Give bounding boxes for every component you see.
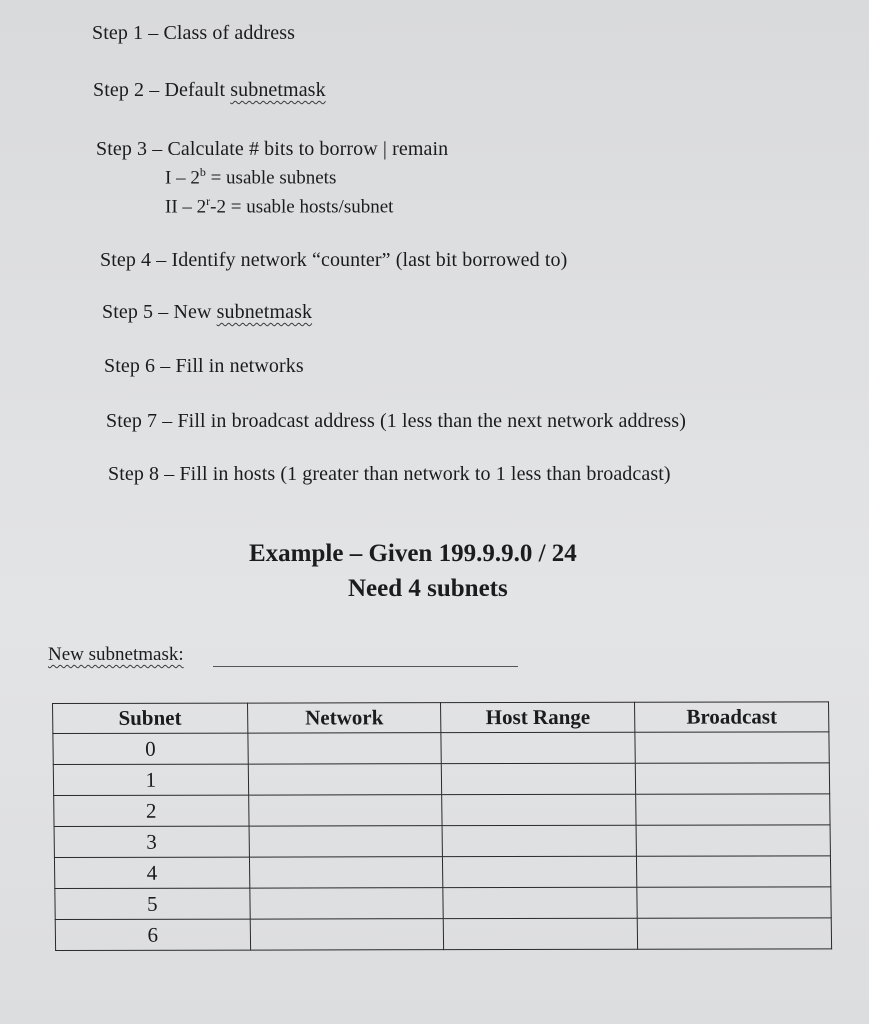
step-7-text: Step 7 – Fill in broadcast address (1 less than the next network address)	[106, 410, 686, 432]
step-3	[96, 138, 448, 161]
step-3-formula-hosts: II – $2^r-2$ = usable hosts/subnet	[165, 194, 394, 218]
step-3-text: Step 3 – Calculate # bits to borrow | remain	[96, 138, 449, 160]
broadcast-cell[interactable]	[636, 794, 830, 825]
network-cell[interactable]	[248, 795, 442, 826]
table-row	[53, 763, 829, 796]
new-subnetmask-blank[interactable]	[213, 666, 518, 667]
network-cell[interactable]	[250, 919, 444, 950]
step-6-text: Step 6 – Fill in networks	[104, 355, 304, 377]
step-4	[100, 249, 567, 272]
table-header-row	[53, 702, 829, 734]
host-range-cell[interactable]	[443, 825, 637, 856]
table-row	[53, 732, 829, 765]
new-subnetmask-label: New subnetmask:	[48, 644, 184, 665]
subnet-number: 1	[53, 764, 248, 795]
table-row	[55, 887, 831, 920]
subnet-number: 5	[55, 888, 250, 919]
step-5	[102, 301, 312, 324]
broadcast-cell[interactable]	[637, 918, 831, 949]
step-1	[92, 22, 295, 45]
subnet-number: 3	[54, 826, 249, 857]
table-row	[54, 825, 830, 858]
step-8	[108, 463, 671, 486]
step-2	[93, 79, 326, 102]
broadcast-cell[interactable]	[637, 887, 831, 918]
subnet-table	[52, 701, 832, 951]
header-network: Network	[247, 703, 441, 733]
host-range-cell[interactable]	[442, 794, 636, 825]
network-cell[interactable]	[249, 857, 443, 888]
step-3-formula-subnets: I – $2^b$ = usable subnets	[165, 165, 337, 189]
host-range-cell[interactable]	[441, 732, 635, 763]
host-range-cell[interactable]	[444, 918, 638, 949]
step-7	[106, 410, 686, 433]
header-subnet: Subnet	[53, 703, 248, 733]
subnet-number: 4	[54, 857, 249, 888]
step-2-text: Step 2 – Default	[93, 79, 231, 101]
table-row	[55, 918, 831, 951]
step-1-text: Step 1 – Class of address	[92, 22, 296, 44]
network-cell[interactable]	[249, 826, 443, 857]
network-cell[interactable]	[248, 733, 442, 764]
header-broadcast: Broadcast	[635, 702, 829, 732]
step-8-text: Step 8 – Fill in hosts (1 greater than network to 1 less than broadcast)	[108, 463, 671, 485]
subnet-number: 0	[53, 733, 248, 764]
step-5-subnetmask-word: subnetmask	[216, 301, 313, 323]
subnet-number: 2	[54, 795, 249, 826]
step-4-text: Step 4 – Identify network “counter” (last bit borrowed to)	[100, 249, 568, 271]
broadcast-cell[interactable]	[636, 825, 830, 856]
example-title: Example – Given 199.9.9.0 / 24	[249, 540, 577, 567]
table-row	[54, 794, 830, 827]
step-6	[104, 355, 304, 378]
header-host-range: Host Range	[441, 702, 635, 732]
broadcast-cell[interactable]	[635, 732, 829, 763]
broadcast-cell[interactable]	[636, 856, 830, 887]
network-cell[interactable]	[248, 764, 442, 795]
host-range-cell[interactable]	[443, 856, 637, 887]
example-subtitle: Need 4 subnets	[348, 575, 508, 602]
host-range-cell[interactable]	[442, 763, 636, 794]
step-2-subnetmask-word: subnetmask	[230, 79, 326, 101]
table-row	[54, 856, 830, 889]
subnet-number: 6	[55, 919, 250, 950]
step-5-text: Step 5 – New	[102, 301, 217, 323]
network-cell[interactable]	[249, 888, 443, 919]
broadcast-cell[interactable]	[635, 763, 829, 794]
host-range-cell[interactable]	[443, 887, 637, 918]
